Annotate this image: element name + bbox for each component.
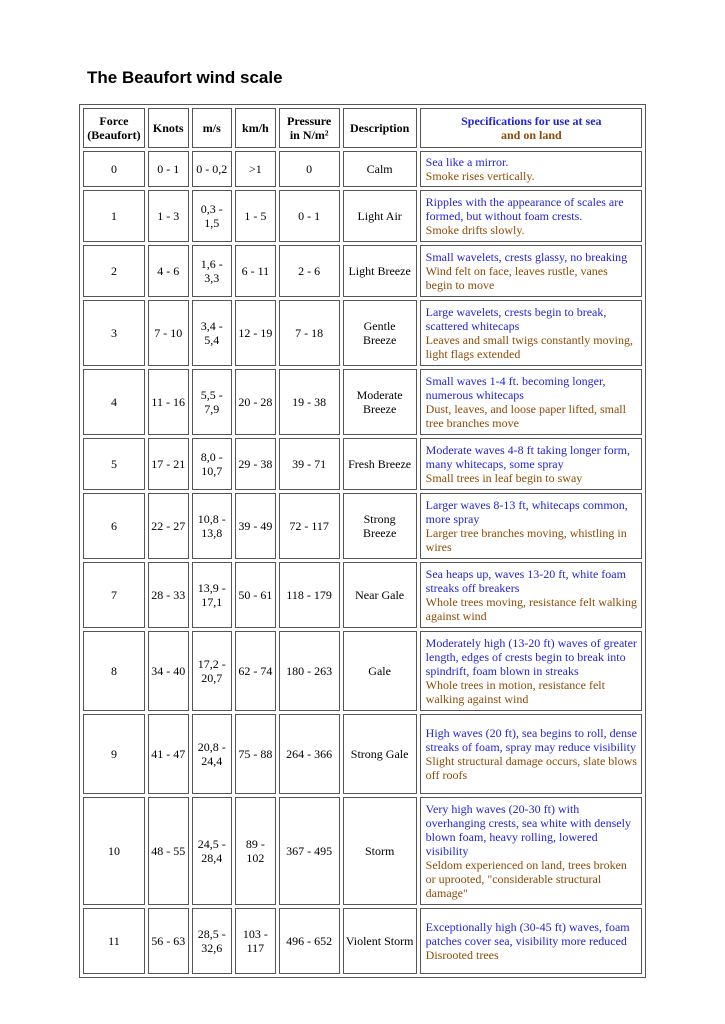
spec-sea-text: Sea heaps up, waves 13-20 ft, white foam streaks off breakers (425, 567, 626, 595)
spec-land-text: Seldom experienced on land, trees broken or uprooted, "considerable structural damage" (425, 858, 627, 900)
cell-specifications (420, 714, 642, 794)
cell-specifications (420, 438, 642, 490)
cell-ms: 8,0 - 10,7 (192, 438, 233, 490)
cell-force: 3 (83, 300, 145, 366)
page-title: The Beaufort wind scale (87, 68, 283, 87)
spec-sea-text: Very high waves (20-30 ft) with overhanging crests, sea white with densely blown foam, heavy rolling, lowered visibility (425, 802, 631, 858)
header-spec-sea: Specifications for use at sea (461, 114, 602, 128)
spec-land-text: Dust, leaves, and loose paper lifted, small tree branches move (425, 402, 626, 430)
cell-knots: 22 - 27 (148, 493, 189, 559)
header-spec-land: and on land (500, 128, 562, 142)
cell-description: Fresh Breeze (343, 438, 417, 490)
header-knots: Knots (148, 108, 189, 148)
cell-knots: 0 - 1 (148, 151, 189, 187)
table-row (83, 714, 642, 794)
cell-pressure: 2 - 6 (279, 245, 340, 297)
spec-land-text: Slight structural damage occurs, slate blows off roofs (425, 754, 637, 782)
cell-kmh: 103 - 117 (235, 908, 276, 974)
cell-knots: 56 - 63 (148, 908, 189, 974)
cell-knots: 28 - 33 (148, 562, 189, 628)
spec-land-text: Whole trees in motion, resistance felt walking against wind (425, 678, 605, 706)
cell-ms: 17,2 - 20,7 (192, 631, 233, 711)
table-row (83, 562, 642, 628)
cell-force: 5 (83, 438, 145, 490)
cell-pressure: 19 - 38 (279, 369, 340, 435)
cell-pressure: 39 - 71 (279, 438, 340, 490)
cell-force: 0 (83, 151, 145, 187)
spec-sea-text: Exceptionally high (30-45 ft) waves, foam patches cover sea, visibility more reduced (425, 920, 630, 948)
spec-land-text: Smoke rises vertically. (425, 169, 535, 183)
cell-pressure: 367 - 495 (279, 797, 340, 905)
table-row (83, 245, 642, 297)
cell-force: 4 (83, 369, 145, 435)
cell-kmh: 39 - 49 (235, 493, 276, 559)
cell-pressure: 264 - 366 (279, 714, 340, 794)
cell-description: Light Air (343, 190, 417, 242)
header-force: Force (Beaufort) (83, 108, 145, 148)
cell-kmh: 29 - 38 (235, 438, 276, 490)
cell-description: Light Breeze (343, 245, 417, 297)
cell-description: Gentle Breeze (343, 300, 417, 366)
spec-sea-text: Sea like a mirror. (425, 155, 509, 169)
cell-pressure: 0 - 1 (279, 190, 340, 242)
spec-land-text: Disrooted trees (425, 948, 499, 962)
beaufort-table (79, 104, 646, 978)
cell-specifications (420, 493, 642, 559)
spec-sea-text: Small waves 1-4 ft. becoming longer, numerous whitecaps (425, 374, 606, 402)
cell-description: Calm (343, 151, 417, 187)
table-row (83, 151, 642, 187)
table-row (83, 300, 642, 366)
cell-specifications (420, 797, 642, 905)
table-row (83, 631, 642, 711)
spec-land-text: Whole trees moving, resistance felt walking against wind (425, 595, 637, 623)
cell-ms: 20,8 - 24,4 (192, 714, 233, 794)
cell-ms: 1,6 - 3,3 (192, 245, 233, 297)
table-row (83, 369, 642, 435)
cell-force: 10 (83, 797, 145, 905)
cell-description: Strong Breeze (343, 493, 417, 559)
spec-sea-text: Ripples with the appearance of scales are formed, but without foam crests. (425, 195, 624, 223)
spec-sea-text: Small wavelets, crests glassy, no breaking (425, 250, 628, 264)
table-row (83, 908, 642, 974)
cell-pressure: 180 - 263 (279, 631, 340, 711)
header-pressure: Pressure in N/m² (279, 108, 340, 148)
table-row (83, 438, 642, 490)
cell-knots: 4 - 6 (148, 245, 189, 297)
cell-specifications (420, 151, 642, 187)
cell-knots: 7 - 10 (148, 300, 189, 366)
spec-land-text: Smoke drifts slowly. (425, 223, 525, 237)
cell-knots: 17 - 21 (148, 438, 189, 490)
table-body (83, 151, 642, 974)
cell-ms: 28,5 - 32,6 (192, 908, 233, 974)
cell-force: 11 (83, 908, 145, 974)
cell-force: 7 (83, 562, 145, 628)
table-row (83, 493, 642, 559)
spec-sea-text: Moderately high (13-20 ft) waves of greater length, edges of crests begin to break into spindrift, foam blown in streaks (425, 636, 637, 678)
cell-description: Near Gale (343, 562, 417, 628)
cell-force: 9 (83, 714, 145, 794)
cell-knots: 41 - 47 (148, 714, 189, 794)
cell-description: Violent Storm (343, 908, 417, 974)
cell-kmh: 89 - 102 (235, 797, 276, 905)
cell-knots: 34 - 40 (148, 631, 189, 711)
cell-kmh: 62 - 74 (235, 631, 276, 711)
cell-pressure: 0 (279, 151, 340, 187)
cell-description: Strong Gale (343, 714, 417, 794)
header-specifications (420, 108, 642, 148)
cell-description: Moderate Breeze (343, 369, 417, 435)
spec-land-text: Leaves and small twigs constantly moving, light flags extended (425, 333, 633, 361)
cell-ms: 3,4 - 5,4 (192, 300, 233, 366)
cell-specifications (420, 190, 642, 242)
cell-kmh: 20 - 28 (235, 369, 276, 435)
cell-ms: 13,9 - 17,1 (192, 562, 233, 628)
cell-kmh: 50 - 61 (235, 562, 276, 628)
cell-knots: 48 - 55 (148, 797, 189, 905)
cell-description: Storm (343, 797, 417, 905)
cell-ms: 5,5 - 7,9 (192, 369, 233, 435)
spec-land-text: Larger tree branches moving, whistling in wires (425, 526, 627, 554)
table-row (83, 190, 642, 242)
cell-kmh: 6 - 11 (235, 245, 276, 297)
spec-sea-text: High waves (20 ft), sea begins to roll, dense streaks of foam, spray may reduce visibility (425, 726, 637, 754)
spec-land-text: Small trees in leaf begin to sway (425, 471, 583, 485)
table-row (83, 797, 642, 905)
cell-force: 6 (83, 493, 145, 559)
cell-kmh: 1 - 5 (235, 190, 276, 242)
cell-knots: 11 - 16 (148, 369, 189, 435)
cell-kmh: 75 - 88 (235, 714, 276, 794)
cell-kmh: >1 (235, 151, 276, 187)
cell-pressure: 118 - 179 (279, 562, 340, 628)
cell-pressure: 72 - 117 (279, 493, 340, 559)
cell-specifications (420, 562, 642, 628)
spec-land-text: Wind felt on face, leaves rustle, vanes begin to move (425, 264, 608, 292)
cell-description: Gale (343, 631, 417, 711)
cell-kmh: 12 - 19 (235, 300, 276, 366)
cell-specifications (420, 369, 642, 435)
cell-pressure: 496 - 652 (279, 908, 340, 974)
cell-specifications (420, 631, 642, 711)
cell-ms: 24,5 - 28,4 (192, 797, 233, 905)
spec-sea-text: Moderate waves 4-8 ft taking longer form, many whitecaps, some spray (425, 443, 630, 471)
cell-force: 1 (83, 190, 145, 242)
cell-specifications (420, 300, 642, 366)
cell-specifications (420, 245, 642, 297)
header-ms: m/s (192, 108, 233, 148)
cell-ms: 10,8 - 13,8 (192, 493, 233, 559)
cell-ms: 0,3 - 1,5 (192, 190, 233, 242)
header-row (83, 108, 642, 148)
cell-ms: 0 - 0,2 (192, 151, 233, 187)
cell-specifications (420, 908, 642, 974)
header-kmh: km/h (235, 108, 276, 148)
cell-force: 8 (83, 631, 145, 711)
spec-sea-text: Larger waves 8-13 ft, whitecaps common, more spray (425, 498, 628, 526)
cell-pressure: 7 - 18 (279, 300, 340, 366)
cell-knots: 1 - 3 (148, 190, 189, 242)
spec-sea-text: Large wavelets, crests begin to break, scattered whitecaps (425, 305, 607, 333)
header-description: Description (343, 108, 417, 148)
cell-force: 2 (83, 245, 145, 297)
